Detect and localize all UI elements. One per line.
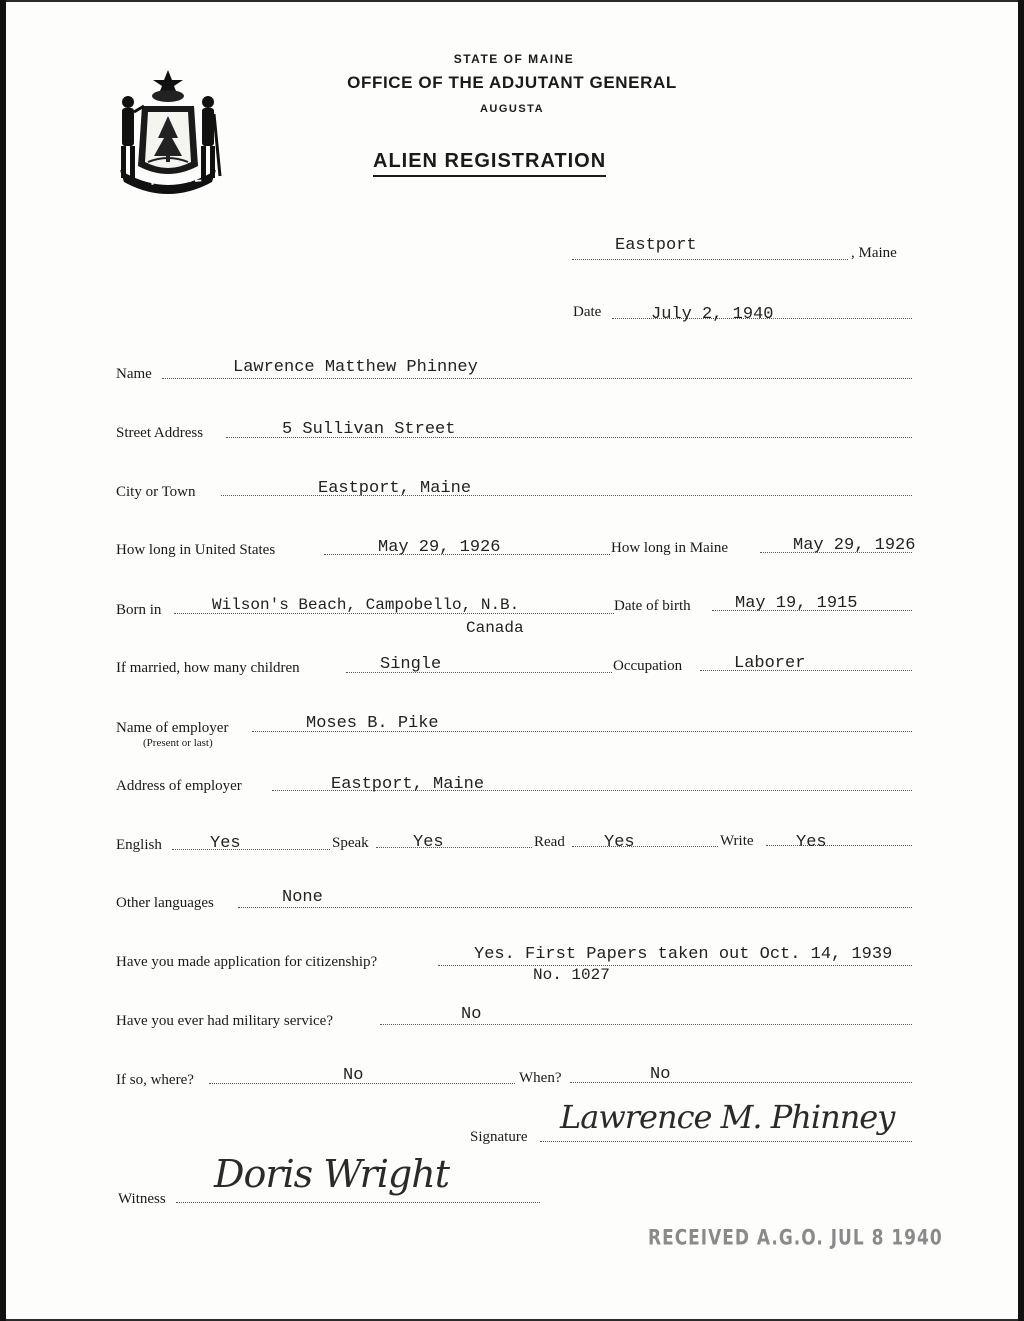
dob-label: Date of birth bbox=[614, 598, 691, 614]
city-label: City or Town bbox=[116, 484, 196, 500]
speak-value: Yes bbox=[413, 833, 444, 852]
employer-value: Moses B. Pike bbox=[306, 714, 439, 733]
children-label: If married, how many children bbox=[116, 660, 300, 676]
when-value: No bbox=[650, 1065, 671, 1084]
other-languages-line bbox=[238, 907, 912, 908]
born-label: Born in bbox=[116, 602, 162, 618]
military-value: No bbox=[461, 1005, 482, 1024]
street-label: Street Address bbox=[116, 425, 204, 441]
born-country-value: Canada bbox=[466, 619, 524, 637]
military-label: Have you ever had military service? bbox=[116, 1013, 333, 1029]
other-languages-value: None bbox=[282, 888, 323, 907]
name-value: Lawrence Matthew Phinney bbox=[233, 358, 478, 377]
read-label: Read bbox=[534, 834, 565, 850]
children-value: Single bbox=[380, 655, 442, 674]
write-line bbox=[766, 845, 912, 846]
place-line bbox=[572, 259, 848, 260]
header-city: AUGUSTA bbox=[479, 103, 545, 115]
place-value: Eastport bbox=[615, 236, 697, 255]
occupation-label: Occupation bbox=[613, 658, 683, 674]
header-state: STATE OF MAINE bbox=[453, 52, 575, 66]
employer-address-label: Address of employer bbox=[116, 778, 242, 794]
employer-address-value: Eastport, Maine bbox=[331, 775, 485, 794]
received-stamp: RECEIVED A.G.O. JUL 8 1940 bbox=[648, 1225, 943, 1251]
date-label: Date bbox=[573, 304, 602, 320]
where-label: If so, where? bbox=[116, 1072, 194, 1088]
witness-handwriting: Doris Wright bbox=[214, 1152, 449, 1196]
witness-line bbox=[176, 1202, 540, 1203]
write-label: Write bbox=[720, 833, 754, 849]
employer-label: Name of employer bbox=[116, 720, 229, 736]
military-line bbox=[380, 1024, 912, 1025]
where-value: No bbox=[343, 1066, 364, 1085]
born-value: Wilson's Beach, Campobello, N.B. bbox=[212, 596, 520, 614]
citizenship-line bbox=[438, 965, 912, 966]
citizenship-label: Have you made application for citizenship? bbox=[116, 954, 378, 970]
city-value: Eastport, Maine bbox=[318, 479, 472, 498]
signature-label: Signature bbox=[470, 1129, 528, 1145]
write-value: Yes bbox=[796, 833, 827, 852]
english-line bbox=[172, 849, 330, 850]
citizenship-value: Yes. First Papers taken out Oct. 14, 1939 bbox=[474, 945, 893, 964]
citizenship-number-value: No. 1027 bbox=[533, 966, 610, 984]
us-label: How long in United States bbox=[116, 542, 276, 558]
read-line bbox=[572, 846, 718, 847]
name-label: Name bbox=[116, 366, 152, 382]
signature-line bbox=[540, 1141, 912, 1142]
street-value: 5 Sullivan Street bbox=[282, 420, 456, 439]
maine-label: How long in Maine bbox=[611, 540, 729, 556]
dob-value: May 19, 1915 bbox=[735, 594, 858, 613]
when-label: When? bbox=[519, 1070, 562, 1086]
place-suffix: , Maine bbox=[851, 245, 897, 261]
other-languages-label: Other languages bbox=[116, 895, 214, 911]
employer-sublabel: (Present or last) bbox=[143, 737, 213, 749]
scan-edge-left bbox=[0, 0, 6, 1321]
date-value: July 2, 1940 bbox=[651, 305, 774, 324]
read-value: Yes bbox=[604, 833, 635, 852]
form-title: ALIEN REGISTRATION bbox=[373, 150, 606, 177]
name-line bbox=[162, 378, 912, 379]
speak-line bbox=[376, 847, 532, 848]
occupation-line bbox=[700, 670, 912, 671]
english-label: English bbox=[116, 837, 162, 853]
signature-handwriting: Lawrence M. Phinney bbox=[560, 1098, 895, 1136]
us-value: May 29, 1926 bbox=[378, 538, 501, 557]
speak-label: Speak bbox=[332, 835, 369, 851]
header-office: OFFICE OF THE ADJUTANT GENERAL bbox=[347, 73, 677, 92]
english-value: Yes bbox=[210, 834, 241, 853]
occupation-value: Laborer bbox=[734, 654, 806, 673]
seal-ribbon-text: MAINE bbox=[149, 170, 205, 188]
witness-label: Witness bbox=[118, 1191, 166, 1207]
when-line bbox=[570, 1082, 912, 1083]
maine-value: May 29, 1926 bbox=[793, 536, 916, 555]
scan-edge-right bbox=[1018, 0, 1024, 1321]
